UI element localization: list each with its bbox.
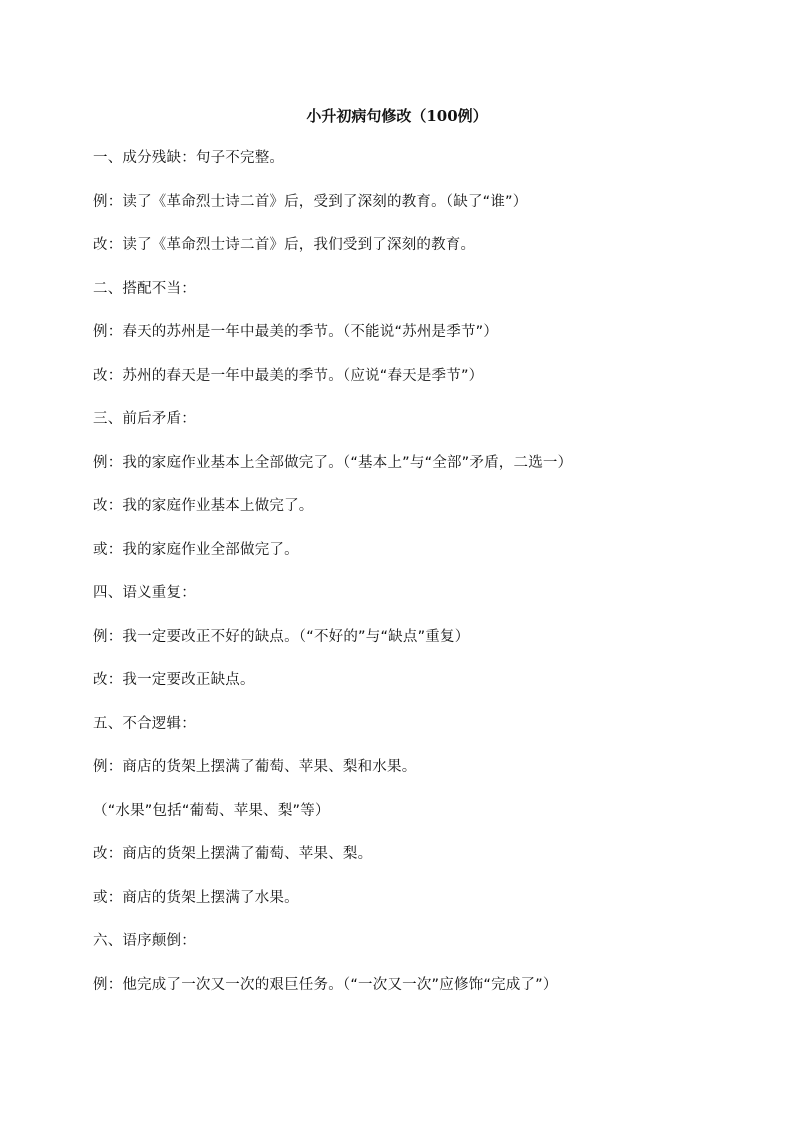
- example-sentence: 例：读了《革命烈士诗二首》后，受到了深刻的教育。（缺了“谁”）: [93, 193, 528, 210]
- section-heading-contradiction: 三、前后矛盾：: [93, 411, 196, 427]
- corrected-sentence: 改：苏州的春天是一年中最美的季节。（应说“春天是季节”）: [93, 367, 484, 384]
- example-sentence: 例：我的家庭作业基本上全部做完了。（“基本上”与“全部”矛盾，二选一）: [93, 454, 573, 471]
- section-heading-improper-collocation: 二、搭配不当：: [93, 280, 196, 297]
- section-heading-redundancy: 四、语义重复：: [93, 585, 196, 601]
- example-sentence: 例：他完成了一次又一次的艰巨任务。（“一次又一次”应修饰“完成了”）: [93, 976, 558, 993]
- alternative-sentence: 或：我的家庭作业全部做完了。: [93, 541, 299, 558]
- alternative-sentence: 或：商店的货架上摆满了水果。: [93, 889, 299, 906]
- section-heading-illogical: 五、不合逻辑：: [93, 715, 196, 732]
- document-title: 小升初病句修改（100例）: [306, 107, 488, 125]
- section-heading-missing-components: 一、成分残缺：句子不完整。: [93, 150, 285, 166]
- corrected-sentence: 改：我一定要改正缺点。: [93, 672, 255, 688]
- document-body: [93, 148, 733, 1018]
- example-sentence: 例：我一定要改正不好的缺点。（“不好的”与“缺点”重复）: [93, 628, 470, 645]
- explanation-note: （“水果”包括“葡萄、苹果、梨”等）: [93, 802, 330, 819]
- example-sentence: 例：商店的货架上摆满了葡萄、苹果、梨和水果。: [93, 759, 417, 775]
- corrected-sentence: 改：商店的货架上摆满了葡萄、苹果、梨。: [93, 846, 373, 862]
- corrected-sentence: 改：读了《革命烈士诗二首》后，我们受到了深刻的教育。: [93, 237, 476, 253]
- section-heading-word-order: 六、语序颠倒：: [93, 933, 196, 949]
- example-sentence: 例：春天的苏州是一年中最美的季节。（不能说“苏州是季节”）: [93, 324, 499, 340]
- corrected-sentence: 改：我的家庭作业基本上做完了。: [93, 498, 314, 514]
